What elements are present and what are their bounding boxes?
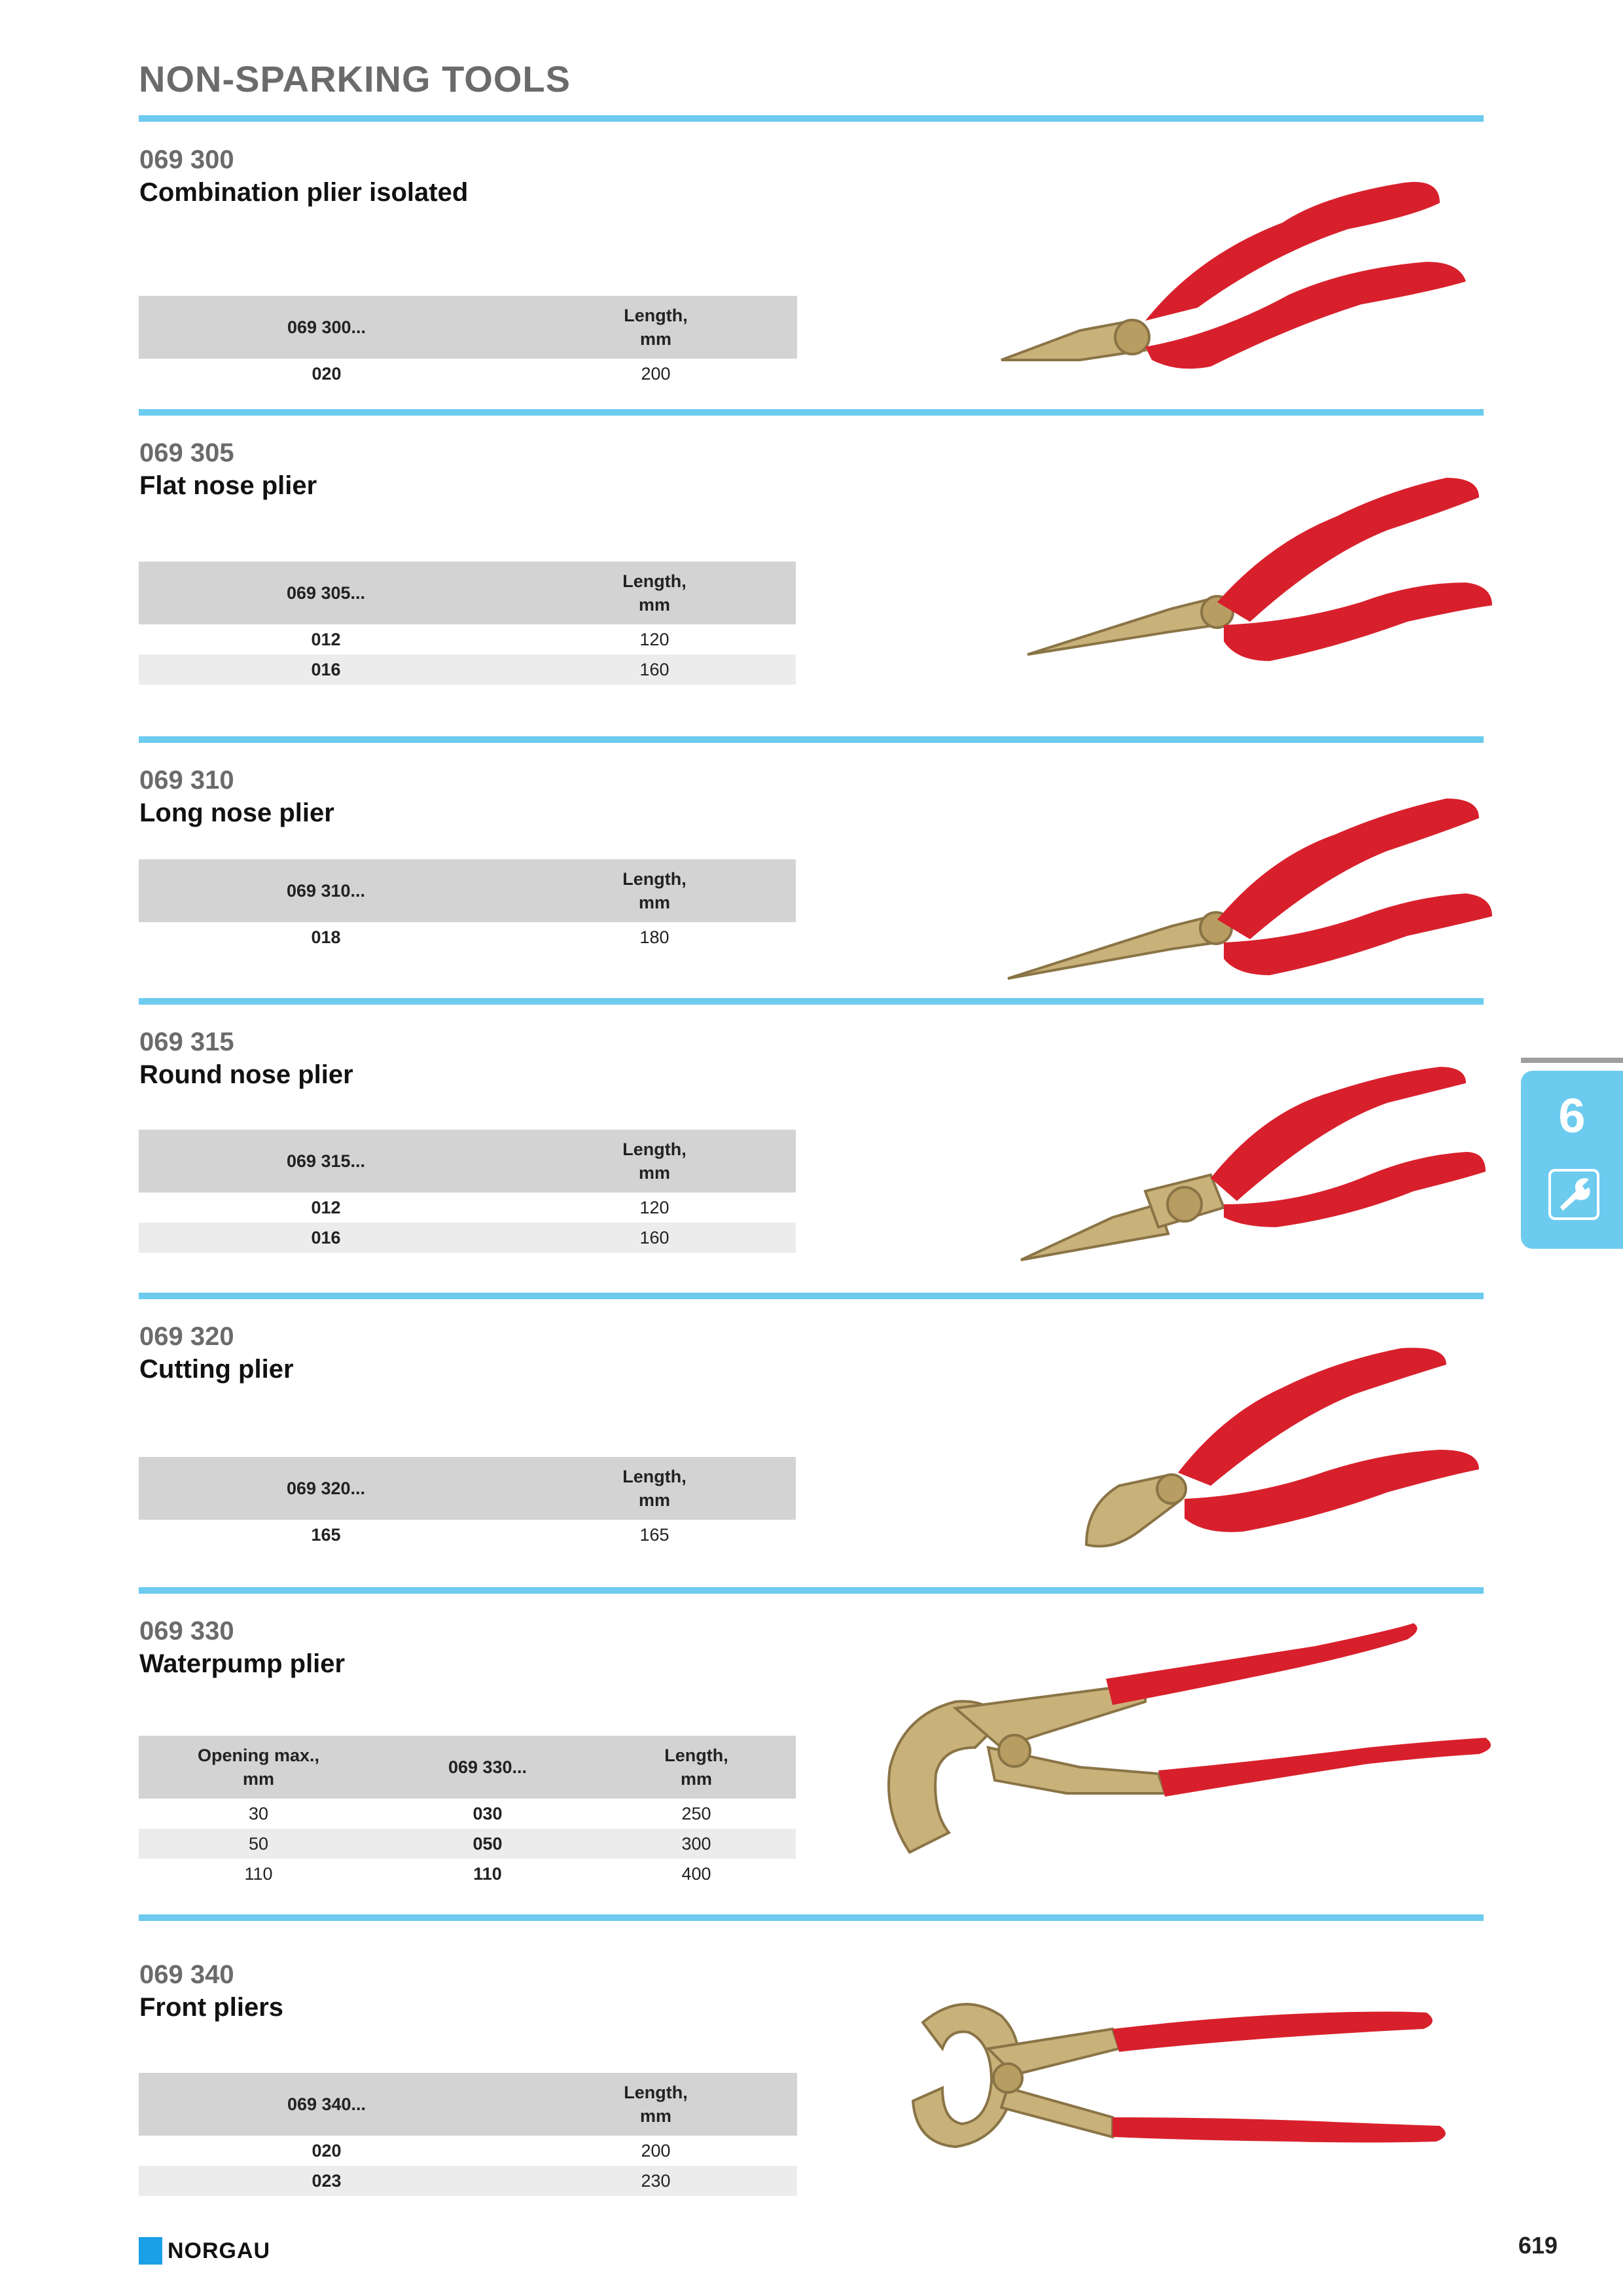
product-name: Long nose plier: [139, 798, 334, 827]
page-number: 619: [1518, 2232, 1558, 2259]
cutting-plier-image: [1073, 1335, 1492, 1558]
table-row: [139, 655, 796, 685]
header-length: Length, mm: [664, 1746, 728, 1789]
title-divider: [139, 115, 1484, 122]
chapter-number: 6: [1558, 1088, 1586, 1143]
product-name: Combination plier isolated: [139, 178, 469, 207]
product-code: 069 300: [139, 145, 234, 174]
section-divider: [139, 409, 1484, 416]
table-row: [139, 2166, 797, 2196]
table-header: [513, 1130, 796, 1193]
article-cell: 020: [312, 2140, 342, 2161]
spec-table: [139, 296, 797, 389]
length-cell: 400: [681, 1863, 711, 1884]
product-name: Waterpump plier: [139, 1649, 346, 1678]
product-name: Flat nose plier: [139, 471, 317, 500]
table-header: [513, 562, 796, 624]
round-nose-plier-image: [1014, 1054, 1486, 1270]
table-row: [139, 1859, 796, 1889]
table-row: [139, 1520, 796, 1550]
table-header: 069 315...: [139, 1130, 513, 1193]
article-cell: 016: [139, 655, 513, 685]
product-code: 069 315: [139, 1028, 234, 1056]
section-divider: [139, 1587, 1484, 1594]
header-length: Length, mm: [622, 571, 687, 615]
table-row: [139, 359, 797, 389]
opening-cell: 110: [244, 1863, 273, 1884]
spec-table: [139, 859, 796, 952]
side-tab-divider: [1521, 1058, 1623, 1063]
table-header: [514, 296, 797, 359]
product-code: 069 340: [139, 1960, 234, 1989]
table-header: 069 300...: [139, 296, 514, 359]
article-cell: 030: [473, 1803, 503, 1823]
length-cell: 200: [641, 2140, 671, 2161]
product-code: 069 305: [139, 439, 234, 467]
article-cell: 020: [312, 363, 342, 384]
table-header: 069 320...: [139, 1457, 513, 1520]
table-row: [139, 1829, 796, 1859]
combination-plier-image: [982, 164, 1492, 386]
article-cell: 018: [311, 927, 341, 947]
page-title: NON-SPARKING TOOLS: [139, 58, 571, 99]
table-header: 069 305...: [139, 562, 513, 624]
table-header: [597, 1736, 796, 1799]
header-opening: Opening max., mm: [197, 1746, 320, 1789]
waterpump-plier-image: [870, 1617, 1492, 1865]
flat-nose-plier-image: [1021, 465, 1499, 674]
length-cell: 165: [639, 1524, 669, 1545]
opening-cell: 30: [248, 1803, 269, 1823]
table-row: [139, 2136, 797, 2166]
spec-table: [139, 1130, 796, 1253]
length-cell: 160: [513, 655, 796, 685]
table-row: [139, 1193, 796, 1223]
product-name: Cutting plier: [139, 1355, 294, 1384]
brand-logo-mark: [139, 2237, 162, 2265]
wrench-icon: [1548, 1169, 1599, 1220]
length-cell: 200: [641, 363, 671, 384]
table-header: [139, 1736, 378, 1799]
header-length: Length, mm: [622, 1139, 687, 1183]
section-divider: [139, 998, 1484, 1005]
product-code: 069 310: [139, 766, 234, 795]
header-length: Length, mm: [624, 2083, 688, 2126]
table-header: 069 330...: [378, 1736, 597, 1799]
table-row: [139, 624, 796, 655]
article-cell: 012: [311, 1197, 341, 1217]
product-name: Round nose plier: [139, 1060, 353, 1089]
article-cell: 023: [139, 2166, 514, 2196]
article-cell: 050: [378, 1829, 597, 1859]
section-divider: [139, 1293, 1484, 1299]
article-cell: 165: [311, 1524, 341, 1545]
front-pliers-image: [897, 1977, 1466, 2173]
table-header: [513, 1457, 796, 1520]
length-cell: 300: [597, 1829, 796, 1859]
article-cell: 012: [311, 629, 341, 649]
article-cell: 110: [473, 1863, 502, 1884]
table-header: [514, 2073, 797, 2136]
header-length: Length, mm: [622, 1467, 687, 1510]
long-nose-plier-image: [1001, 785, 1499, 988]
length-cell: 230: [514, 2166, 797, 2196]
length-cell: 160: [513, 1223, 796, 1253]
spec-table: [139, 562, 796, 685]
spec-table: [139, 2073, 797, 2196]
section-divider: [139, 736, 1484, 743]
table-header: [513, 859, 796, 922]
length-cell: 180: [639, 927, 669, 947]
length-cell: 120: [639, 629, 669, 649]
table-row: [139, 1223, 796, 1253]
length-cell: 250: [681, 1803, 711, 1823]
opening-cell: 50: [139, 1829, 378, 1859]
table-row: [139, 922, 796, 952]
header-length: Length, mm: [622, 869, 687, 912]
product-name: Front pliers: [139, 1993, 284, 2022]
spec-table: [139, 1736, 796, 1889]
section-divider: [139, 1914, 1484, 1921]
length-cell: 120: [639, 1197, 669, 1217]
spec-table: [139, 1457, 796, 1550]
table-header: 069 340...: [139, 2073, 514, 2136]
product-code: 069 320: [139, 1322, 234, 1351]
brand-logo: NORGAU: [168, 2238, 271, 2263]
article-cell: 016: [139, 1223, 513, 1253]
product-code: 069 330: [139, 1617, 234, 1645]
table-header: 069 310...: [139, 859, 513, 922]
table-row: [139, 1799, 796, 1829]
header-length: Length, mm: [624, 306, 688, 349]
